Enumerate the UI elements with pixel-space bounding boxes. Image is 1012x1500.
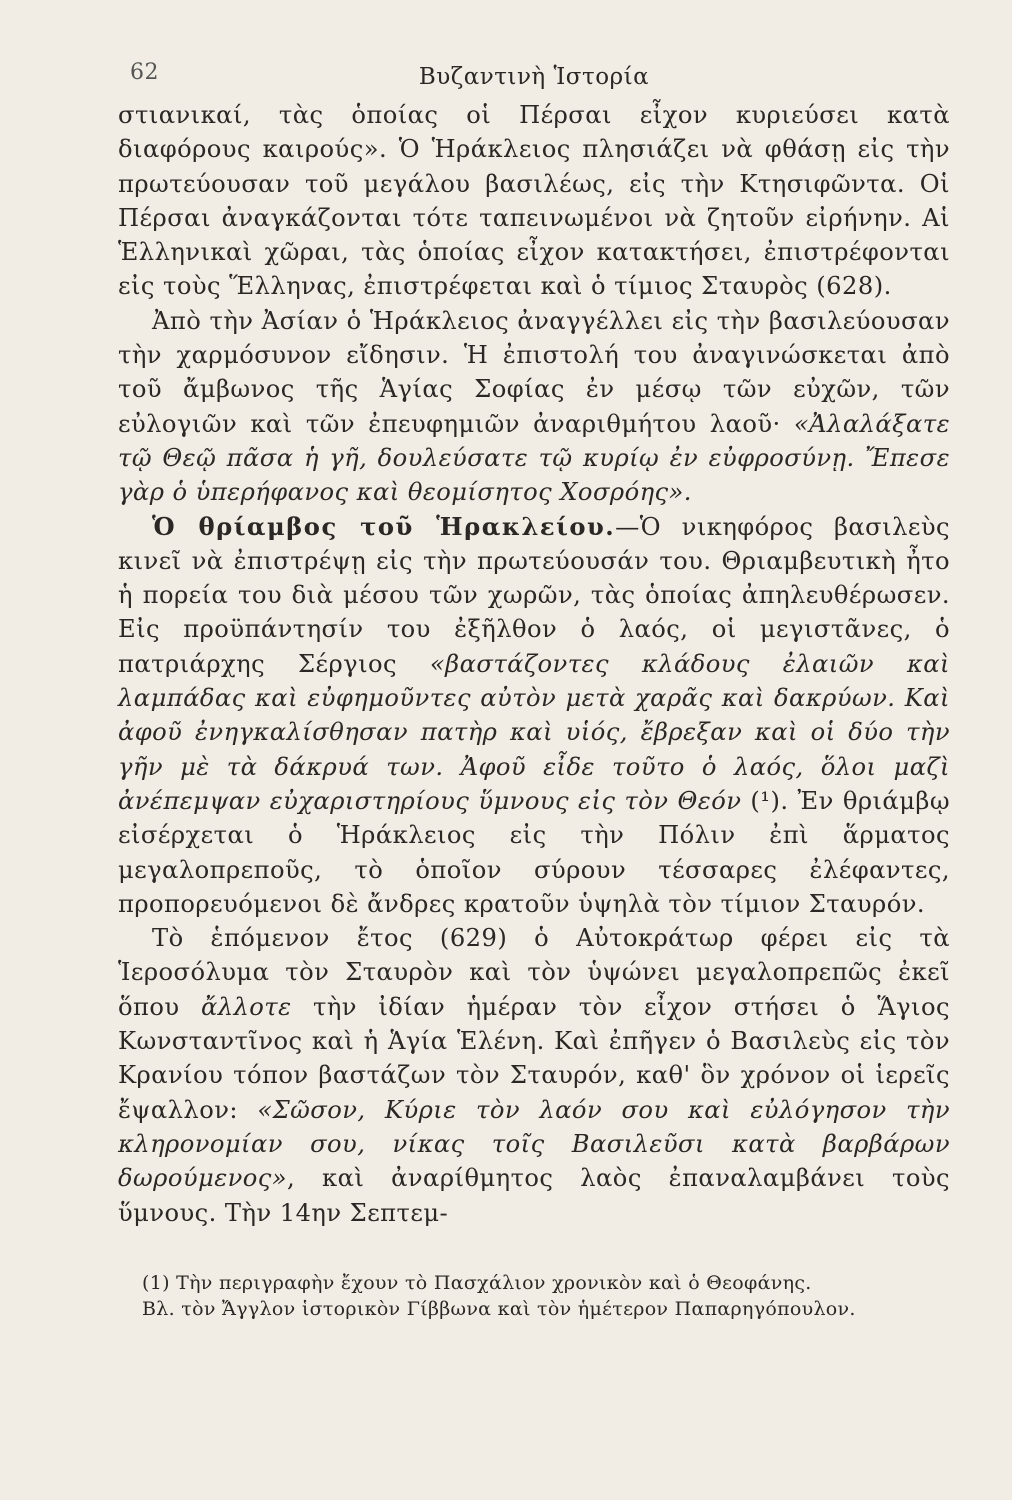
quotation-text: «Ἀλαλάξατε τῷ Θεῷ πᾶσα ἡ γῆ, δουλεύσατε τῷ κυρίῳ ἐν εὐφροσύνῃ. Ἔπεσε γὰρ ὁ ὑπερήφανος καὶ θεομίσητος Χοσρόης».	[118, 409, 950, 507]
paragraph	[118, 304, 950, 510]
footnote-line: (1) Τὴν περιγραφὴν ἔχουν τὸ Πασχάλιον χρονικὸν καὶ ὁ Θεοφάνης.	[142, 1271, 812, 1294]
paragraph-text: τὴν ἰδίαν ἡμέραν τὸν εἶχον στήσει ὁ Ἅγιος Κωνσταντῖνος καὶ ἡ Ἁγία Ἑλένη. Καὶ ἐπῆγεν ὁ Βασιλεὺς εἰς τὸν Κρανίου τόπον βαστάζων τὸν Σταυρόν, καθ' ὃν χρόνον οἱ ἱερεῖς ἔψαλλον:	[118, 992, 950, 1124]
running-head: Βυζαντινὴ Ἱστορία	[418, 64, 650, 90]
section-heading: Ὁ θρίαμβος τοῦ Ἡρακλείου.	[152, 511, 616, 541]
quotation-text: «Σῶσον, Κύριε τὸν λαόν σου καὶ εὐλόγησον τὴν κληρονομίαν σου, νίκας τοῖς Βασιλεῦσι κατὰ βαρβάρων δωρούμενος»	[118, 1095, 950, 1193]
quotation-text: «βαστάζοντες κλάδους ἐλαιῶν καὶ λαμπάδας καὶ εὐφημοῦντες αὐτὸν μετὰ χαρᾶς καὶ δακρύων. Καὶ ἀφοῦ ἐνηγκαλίσθησαν πατὴρ καὶ υἱός, ἔβρεξαν καὶ οἱ δύο τὴν γῆν μὲ τὰ δάκρυά των. Ἀφοῦ εἶδε τοῦτο ὁ λαός, ὅλοι μαζὶ ἀνέπεμψαν εὐχαριστηρίους ὕμνους εἰς τὸν Θεόν	[118, 649, 950, 815]
body-text	[118, 98, 950, 1230]
paragraph-text: Ἀπὸ τὴν Ἀσίαν ὁ Ἡράκλειος ἀναγγέλλει εἰς τὴν βασιλεύουσαν τὴν χαρμόσυνον εἴδησιν. Ἡ ἐπιστολή του ἀναγινώσκεται ἀπὸ τοῦ ἄμβωνος τῆς Ἁγίας Σοφίας ἐν μέσῳ τῶν εὐχῶν, τῶν εὐλογιῶν καὶ τῶν ἐπευφημιῶν ἀναριθμήτου λαοῦ·	[118, 306, 950, 438]
page-header	[118, 58, 950, 98]
paragraph-text: Τὸ ἑπόμενον ἔτος (629) ὁ Αὐτοκράτωρ φέρει εἰς τὰ Ἱεροσόλυμα τὸν Σταυρὸν καὶ τὸν ὑψώνει μεγαλοπρεπῶς ἐκεῖ ὅπου	[118, 924, 950, 1021]
paragraph	[118, 98, 950, 304]
paragraph-text: —Ὁ νικηφόρος βασιλεὺς κινεῖ νὰ ἐπιστρέψῃ εἰς τὴν πρωτεύουσάν του. Θριαμβευτικὴ ἦτο ἡ πορεία του διὰ μέσου τῶν χωρῶν, τὰς ὁποίας ἀπηλευθέρωσεν. Εἰς προϋπάντησίν του ἐξῆλθον ὁ λαός, οἱ μεγιστᾶνες, ὁ πατριάρχης Σέργιος	[118, 512, 950, 678]
paragraph-text: , καὶ ἀναρίθμητος λαὸς ἐπαναλαμβάνει τοὺς ὕμνους. Τὴν 14ην Σεπτεμ-	[118, 1164, 950, 1227]
paragraph	[118, 921, 950, 1230]
paragraph-text: (¹). Ἐν θριάμβῳ εἰσέρχεται ὁ Ἡράκλειος εἰς τὴν Πόλιν ἐπὶ ἅρματος μεγαλοπρεποῦς, τὸ ὁποῖον σύρουν τέσσαρες ἐλέφαντες, προπορευόμενοι δὲ ἄνδρες κρατοῦν ὑψηλὰ τὸν τίμιον Σταυρόν.	[118, 786, 950, 918]
quotation-text: ἄλλοτε	[200, 992, 292, 1021]
paragraph-text: στιανικαί, τὰς ὁποίας οἱ Πέρσαι εἶχον κυριεύσει κατὰ διαφόρους καιρούς». Ὁ Ἡράκλειος πλησιάζει νὰ φθάσῃ εἰς τὴν πρωτεύουσαν τοῦ μεγάλου βασιλέως, εἰς τὴν Κτησιφῶντα. Οἱ Πέρσαι ἀναγκάζονται τότε ταπεινωμένοι νὰ ζητοῦν εἰρήνην. Αἱ Ἑλληνικαὶ χῶραι, τὰς ὁποίας εἶχον κατακτήσει, ἐπιστρέφονται εἰς τοὺς Ἕλληνας, ἐπιστρέφεται καὶ ὁ τίμιος Σταυρὸς (628).	[118, 101, 950, 301]
paragraph	[118, 510, 950, 922]
page-number: 62	[130, 60, 159, 85]
footnote-line: Βλ. τὸν Ἄγγλον ἱστορικὸν Γίββωνα καὶ τὸν ἡμέτερον Παπαρηγόπουλον.	[142, 1297, 856, 1320]
footnote	[118, 1270, 950, 1322]
